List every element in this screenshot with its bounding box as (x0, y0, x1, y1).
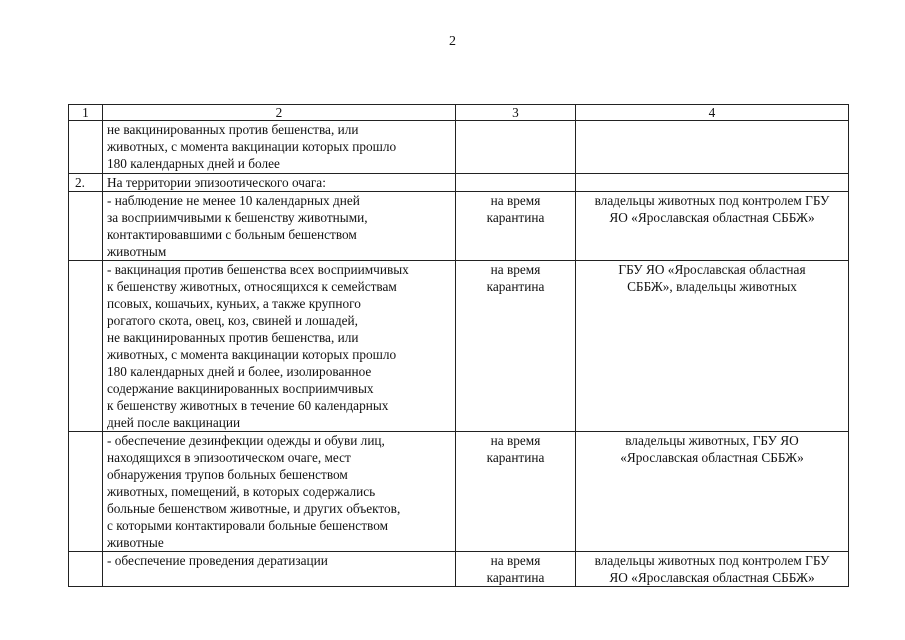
period-cell: на время карантина (456, 192, 576, 261)
table-row (69, 432, 849, 552)
table-row (69, 552, 849, 587)
measure-cell: - вакцинация против бешенства всех восприимчивых к бешенству животных, относящихся к семействам псовых, кошачьих, куньих, а также крупного рогатого скота, овец, коз, свиней и лошадей, не вакцинированных против бешенства, или животных, с момента вакцинации которых прошло 180 календарных дней и более, изолированное содержание вакцинированных восприимчивых к бешенству животных в течение 60 календарных дней после вакцинации (103, 261, 456, 432)
responsible-cell: владельцы животных под контролем ГБУ ЯО «Ярославская областная СББЖ» (576, 552, 849, 587)
period-cell (456, 121, 576, 174)
responsible-cell (576, 174, 849, 192)
measure-cell: - обеспечение дезинфекции одежды и обуви лиц, находящихся в эпизоотическом очаге, мест обнаружения трупов больных бешенством животных, помещений, в которых содержались больные бешенством животные, и других объектов, с которыми контактировали больные бешенством животные (103, 432, 456, 552)
measures-table (68, 104, 849, 587)
responsible-cell: владельцы животных, ГБУ ЯО «Ярославская областная СББЖ» (576, 432, 849, 552)
header-col-3: 3 (456, 105, 576, 121)
table-header-row (69, 105, 849, 121)
row-number-cell (69, 261, 103, 432)
header-col-4: 4 (576, 105, 849, 121)
measure-cell: - наблюдение не менее 10 календарных дней за восприимчивыми к бешенству животными, контактировавшими с больным бешенством животным (103, 192, 456, 261)
header-col-2: 2 (103, 105, 456, 121)
row-number-cell (69, 192, 103, 261)
responsible-cell (576, 121, 849, 174)
section-number: 2. (69, 174, 103, 192)
row-number-cell (69, 432, 103, 552)
period-cell: на время карантина (456, 432, 576, 552)
period-cell: на время карантина (456, 261, 576, 432)
section-title: На территории эпизоотического очага: (103, 174, 456, 192)
page-number: 2 (449, 34, 456, 49)
responsible-cell: владельцы животных под контролем ГБУ ЯО «Ярославская областная СББЖ» (576, 192, 849, 261)
measure-cell: - обеспечение проведения дератизации (103, 552, 456, 587)
table-row (69, 121, 849, 174)
row-number-cell (69, 552, 103, 587)
period-cell (456, 174, 576, 192)
header-col-1: 1 (69, 105, 103, 121)
section-row (69, 174, 849, 192)
table-row (69, 261, 849, 432)
measure-cell: не вакцинированных против бешенства, или животных, с момента вакцинации которых прошло 180 календарных дней и более (103, 121, 456, 174)
row-number-cell (69, 121, 103, 174)
table-row (69, 192, 849, 261)
period-cell: на время карантина (456, 552, 576, 587)
responsible-cell: ГБУ ЯО «Ярославская областная СББЖ», владельцы животных (576, 261, 849, 432)
